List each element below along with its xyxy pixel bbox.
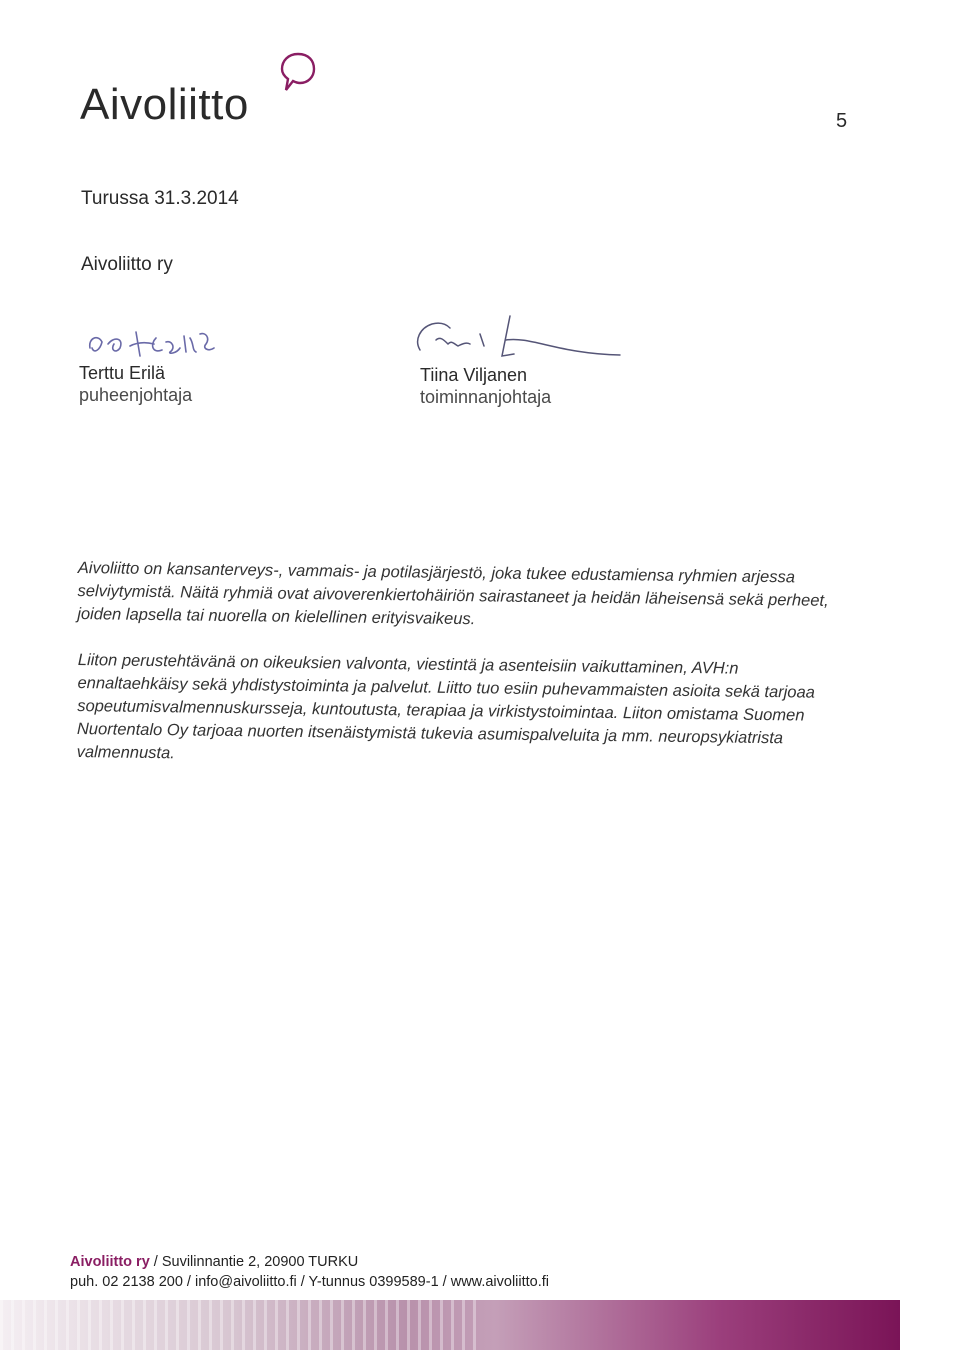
signature-terttu-erila — [80, 318, 300, 368]
signatory-name: Terttu Erilä — [79, 363, 166, 383]
signatory-right — [420, 364, 551, 408]
footer-contact: puh. 02 2138 200 / info@aivoliitto.fi / Y-tunnus 0399589-1 / www.aivoliitto.fi — [70, 1274, 550, 1290]
speech-bubble-icon — [278, 50, 318, 100]
signatory-name: Tiina Viljanen — [420, 365, 528, 385]
page-number: 5 — [836, 110, 848, 132]
footer — [70, 1252, 549, 1292]
logo-text: Aivoliitto — [80, 80, 249, 129]
place-date: Turussa 31.3.2014 — [81, 188, 239, 209]
footer-address-line — [70, 1252, 549, 1272]
footer-address: / Suvilinnantie 2, 20900 TURKU — [149, 1254, 359, 1270]
paragraph-tasks: Liiton perustehtävänä on oikeuksien valvonta, viestintä ja asenteisiin vaikuttaminen, AVH:n ennaltaehkäisy sekä yhdistystoiminta ja palvelut. Liitto tuo esiin puhevammaisten asioita sekä tarjoaa sopeutumisvalmennuskursseja, kuntoutusta, terapiaa ja virkistystoimintaa. Liiton omistama Suomen Nuortentalo Oy tarjoaa nuorten itsenäistymistä tukevia asumispalveluita ja mm. neuropsykiatrista valmennusta. — [76, 650, 816, 762]
signature-tiina-viljanen — [410, 310, 650, 365]
signing-organization: Aivoliitto ry — [81, 254, 173, 275]
footer-org: Aivoliitto ry — [70, 1254, 150, 1270]
footer-decor-stripes — [0, 1300, 480, 1350]
signatory-title: puheenjohtaja — [79, 385, 193, 405]
paragraph-about: Aivoliitto on kansanterveys-, vammais- ja potilasjärjestö, joka tukee edustamiensa ryhmien arjessa selviytymistä. Näitä ryhmiä ovat aivoverenkiertohäiriön sairastaneet ja heidän läheisensä sekä perheet, joiden lapsella tai nuorella on kielellinen erityisvaikeus. — [77, 558, 829, 628]
aivoliitto-logo — [80, 50, 340, 130]
signatory-left — [79, 362, 192, 406]
signatory-title: toiminnanjohtaja — [420, 387, 552, 407]
